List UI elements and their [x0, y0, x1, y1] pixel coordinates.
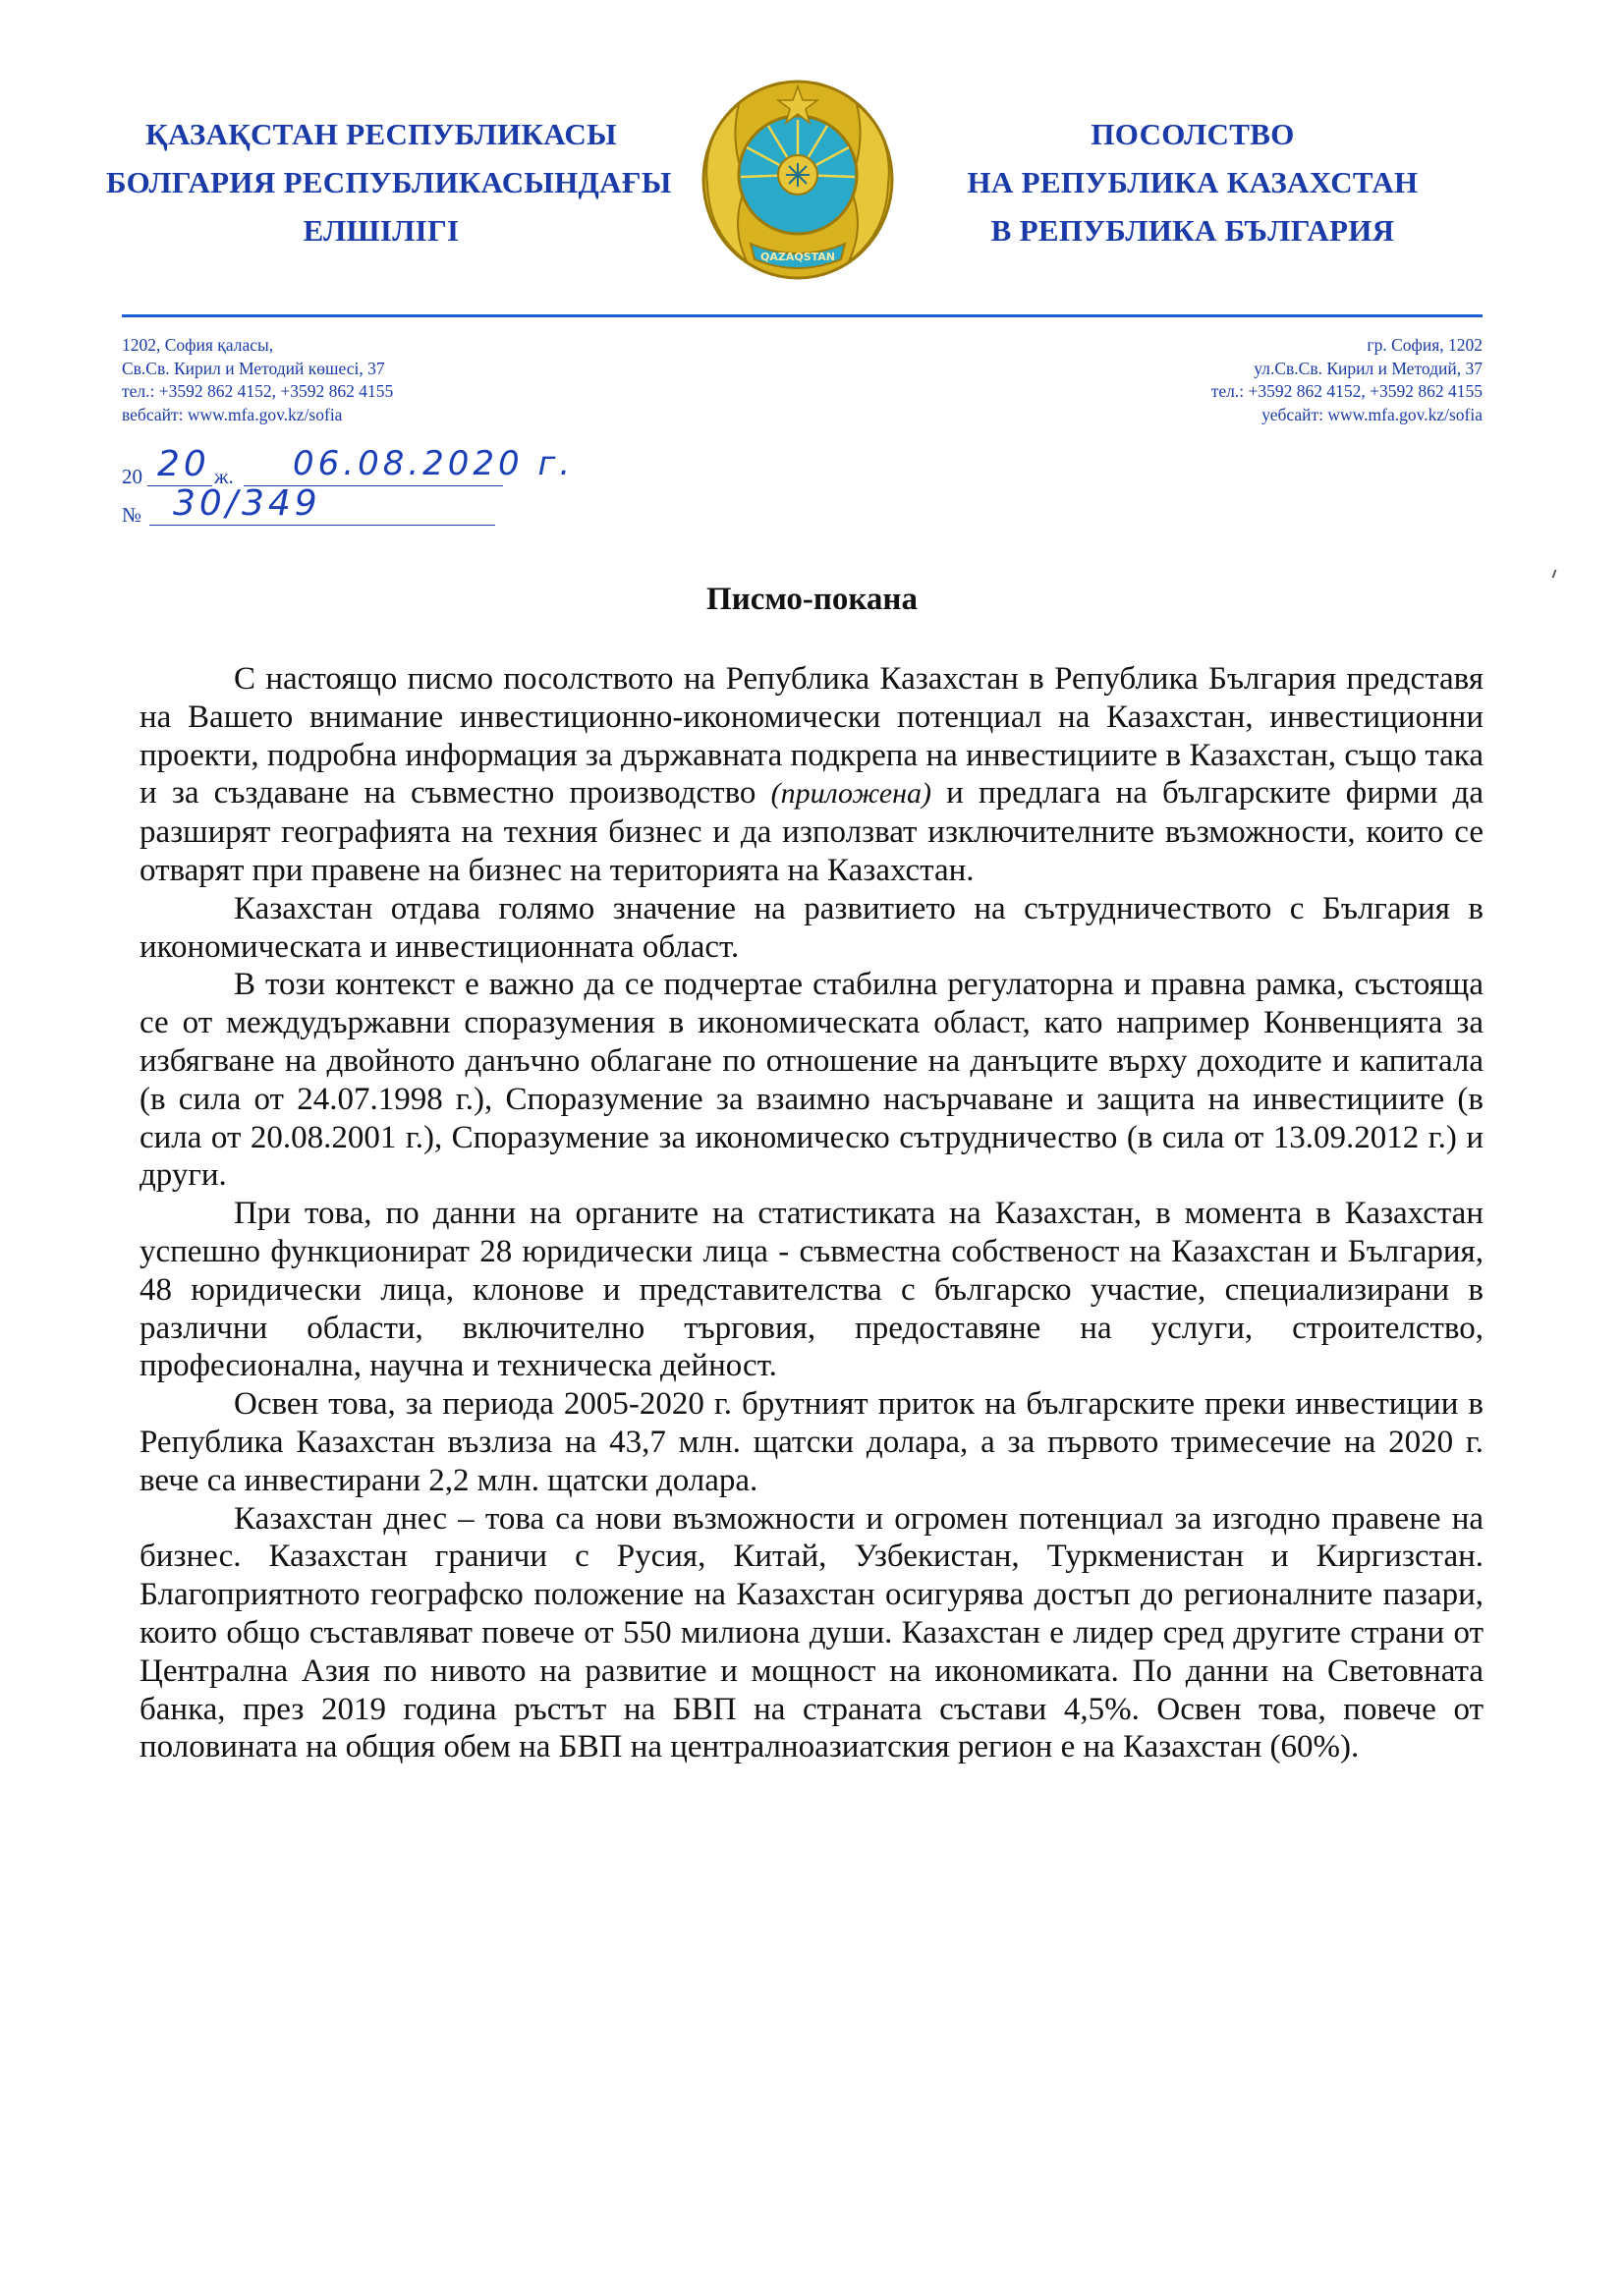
address-bulgarian-line-2: ул.Св.Св. Кирил и Методий, 37 — [1254, 358, 1483, 378]
date-year-suffix: ж. — [214, 465, 234, 488]
address-kazakh-line-4: вебсайт: www.mfa.gov.kz/sofia — [122, 404, 343, 424]
address-bulgarian — [932, 334, 1483, 426]
letterhead-bulgarian-line-2: НА РЕПУБЛИКА КАЗАХСТАН — [967, 165, 1419, 199]
letterhead-kazakh — [106, 110, 672, 254]
address-bulgarian-line-1: гр. София, 1202 — [1367, 335, 1483, 355]
address-kazakh-line-3: тел.: +3592 862 4152, +3592 862 4155 — [122, 381, 394, 401]
letterhead-divider — [122, 314, 1483, 317]
address-bulgarian-line-3: тел.: +3592 862 4152, +3592 862 4155 — [1210, 381, 1483, 401]
address-bulgarian-line-4: уебсайт: www.mfa.gov.kz/sofia — [1261, 404, 1483, 424]
margin-mark — [1552, 570, 1563, 578]
letterhead-bulgarian-line-3: В РЕПУБЛИКА БЪЛГАРИЯ — [990, 213, 1395, 248]
letter-title: Писмо-покана — [706, 582, 918, 617]
address-kazakh — [122, 334, 672, 426]
reg-number-label: № — [122, 503, 142, 527]
paragraph-1-part-a: С настоящо писмо посолството на Република Казахстан в Република България представя на Вашето внимание инвестиционно-икономически потенциал на Казахстан, инвестиционни проекти, подробна информация за държавната подкрепа на инвестициите в Казахстан, също така и за създаване на съвместно производство — [140, 661, 1484, 812]
paragraph-1-part-b: и предлага на българските фирми да разширят географията на техния бизнес и да използват изключителните възможности, които се отварят при правене на бизнес на територията на Казахстан. — [140, 775, 1484, 888]
attachment-note: (приложена) — [770, 777, 931, 811]
paragraph-2: Казахстан отдава голямо значение на развитието на сътрудничеството с България в икономическата и инвестиционната област. — [140, 890, 1484, 965]
kazakhstan-emblem-icon — [700, 77, 896, 283]
paragraph-5: Освен това, за периода 2005-2020 г. брутният приток на българските преки инвестиции в Република Казахстан възлиза на 43,7 млн. щатски долара, а за първото тримесечие на 2020 г. вече са инвестирани 2,2 млн. щатски долара. — [140, 1386, 1484, 1498]
letter-body — [140, 660, 1484, 1766]
reg-number-underline — [149, 525, 495, 526]
letterhead-bulgarian-line-1: ПОСОЛСТВО — [1091, 117, 1295, 151]
letterhead-kazakh-line-1: ҚАЗАҚСТАН РЕСПУБЛИКАСЫ — [145, 117, 617, 151]
date-year-prefix: 20 — [122, 465, 142, 488]
paragraph-6: Казахстан днес – това са нови възможности и огромен потенциал за изгодно правене на бизнес. Казахстан граничи с Русия, Китай, Узбекистан, Туркменистан и Киргизстан. Благоприятното географско положение на Казахстан осигурява достъп до регионалните пазари, които общо съставляват повече от 550 милиона души. Казахстан е лидер сред другите страни от Централна Азия по нивото на развитие и мощност на икономиката. По данни на Световната банка, през 2019 година ръстът на БВП на страната състави 4,5%. Освен това, повече от половината на общия обем на БВП на централноазиатския регион е на Казахстан (60%). — [140, 1500, 1484, 1765]
address-kazakh-line-2: Св.Св. Кирил и Методий көшесі, 37 — [122, 358, 385, 378]
handwritten-year: 20 — [157, 444, 210, 484]
handwritten-reg-number: 30/349 — [173, 483, 321, 524]
handwritten-date: 06.08.2020 г. — [293, 444, 575, 483]
paragraph-4: При това, по данни на органите на статистиката на Казахстан, в момента в Казахстан успешно функционират 28 юридически лица - съвместна собственост на Казахстан и България, 48 юридически лица, клонове и представителства с българско участие, специализирани в различни области, включително търговия, предоставяне на услуги, строителство, професионална, научна и техническа дейност. — [140, 1196, 1484, 1384]
letterhead-kazakh-line-2: БОЛГАРИЯ РЕСПУБЛИКАСЫНДАҒЫ — [106, 165, 672, 199]
letterhead-bulgarian — [918, 110, 1468, 254]
address-kazakh-line-1: 1202, София қаласы, — [122, 335, 274, 355]
emblem-ribbon-text: QAZAQSTAN — [760, 251, 835, 263]
paragraph-1 — [140, 660, 1484, 890]
paragraph-3: В този контекст е важно да се подчертае стабилна регулаторна и правна рамка, състояща се от междудържавни споразумения в икономическата област, като например Конвенцията за избягване на двойното данъчно облагане по отношение на данъците върху доходите и капитала (в сила от 24.07.1998 г.), Споразумение за взаимно насърчаване и защита на инвестициите (в сила от 20.08.2001 г.), Споразумение за икономическо сътрудничество (в сила от 13.09.2012 г.) и други. — [140, 967, 1484, 1194]
letterhead-kazakh-line-3: ЕЛШІЛІГІ — [303, 213, 460, 248]
